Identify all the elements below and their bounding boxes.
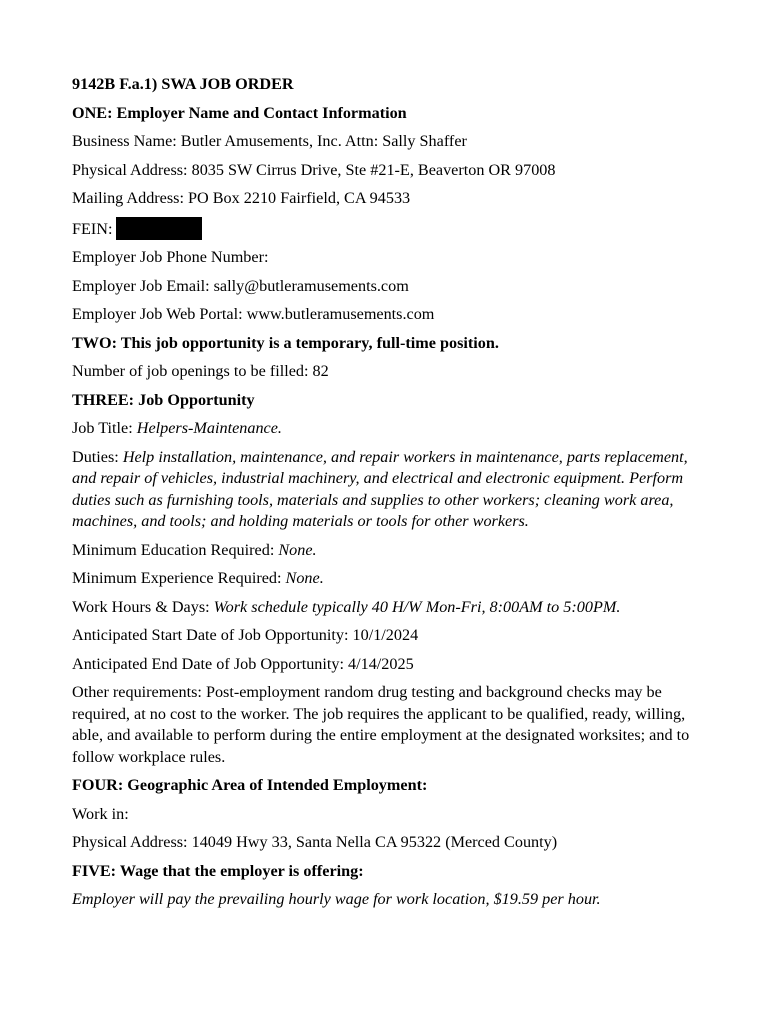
section-two-heading: TWO: This job opportunity is a temporary, full-time position. <box>72 333 499 352</box>
section-four-heading: FOUR: Geographic Area of Intended Employment: <box>72 776 428 794</box>
job-openings-count: Number of job openings to be filled: 82 <box>72 362 329 380</box>
job-title-row <box>72 418 700 440</box>
min-experience-row <box>72 568 700 590</box>
duties-paragraph <box>72 447 700 533</box>
start-date: Anticipated Start Date of Job Opportunity: 10/1/2024 <box>72 626 419 644</box>
employer-phone: Employer Job Phone Number: <box>72 248 269 266</box>
work-hours-row <box>72 597 700 619</box>
work-hours-value: Work schedule typically 40 H/W Mon-Fri, 8:00AM to 5:00PM. <box>213 597 621 616</box>
wage-statement: Employer will pay the prevailing hourly wage for work location, $19.59 per hour. <box>72 890 601 908</box>
employer-email: Employer Job Email: sally@butleramusements.com <box>72 276 409 295</box>
section-one-heading: ONE: Employer Name and Contact Information <box>72 103 407 122</box>
section-five-heading: FIVE: Wage that the employer is offering: <box>72 861 364 880</box>
work-hours-label: Work Hours & Days: <box>72 597 214 616</box>
business-name: Business Name: Butler Amusements, Inc. Attn: Sally Shaffer <box>72 132 467 150</box>
employer-web-portal: Employer Job Web Portal: www.butleramusements.com <box>72 305 435 323</box>
min-education-value: None. <box>278 540 317 559</box>
fein-row <box>72 217 700 241</box>
min-experience-value: None. <box>285 569 324 587</box>
section-three-heading: THREE: Job Opportunity <box>72 390 255 409</box>
job-order-document <box>72 74 700 918</box>
document-title: 9142B F.a.1) SWA JOB ORDER <box>72 75 294 93</box>
fein-redaction-block <box>116 217 202 240</box>
job-title-label: Job Title: <box>72 419 137 437</box>
worksite-physical-address: Physical Address: 14049 Hwy 33, Santa Nella CA 95322 (Merced County) <box>72 833 558 851</box>
min-experience-label: Minimum Experience Required: <box>72 569 286 587</box>
min-education-row <box>72 540 700 562</box>
job-title-value: Helpers-Maintenance. <box>136 419 282 437</box>
fein-label: FEIN: <box>72 219 113 238</box>
duties-value: Help installation, maintenance, and repair workers in maintenance, parts replacement, and repair of vehicles, industrial machinery, and electrical and electronic equipment. Perform duties such as furnishing tools, materials and supplies to other workers; cleaning work area, machines, and tools; and holding materials or tools for other workers. <box>72 447 688 530</box>
other-requirements: Other requirements: Post-employment random drug testing and background checks may be required, at no cost to the worker. The job requires the applicant to be qualified, ready, willing, able, and available to perform during the entire employment at the designated worksites; and to follow workplace rules. <box>72 683 690 766</box>
min-education-label: Minimum Education Required: <box>72 540 279 559</box>
mailing-address: Mailing Address: PO Box 2210 Fairfield, CA 94533 <box>72 189 411 207</box>
employer-physical-address: Physical Address: 8035 SW Cirrus Drive, Ste #21-E, Beaverton OR 97008 <box>72 160 556 179</box>
work-in-label: Work in: <box>72 804 129 823</box>
duties-label: Duties: <box>72 447 123 466</box>
end-date: Anticipated End Date of Job Opportunity: 4/14/2025 <box>72 654 414 673</box>
